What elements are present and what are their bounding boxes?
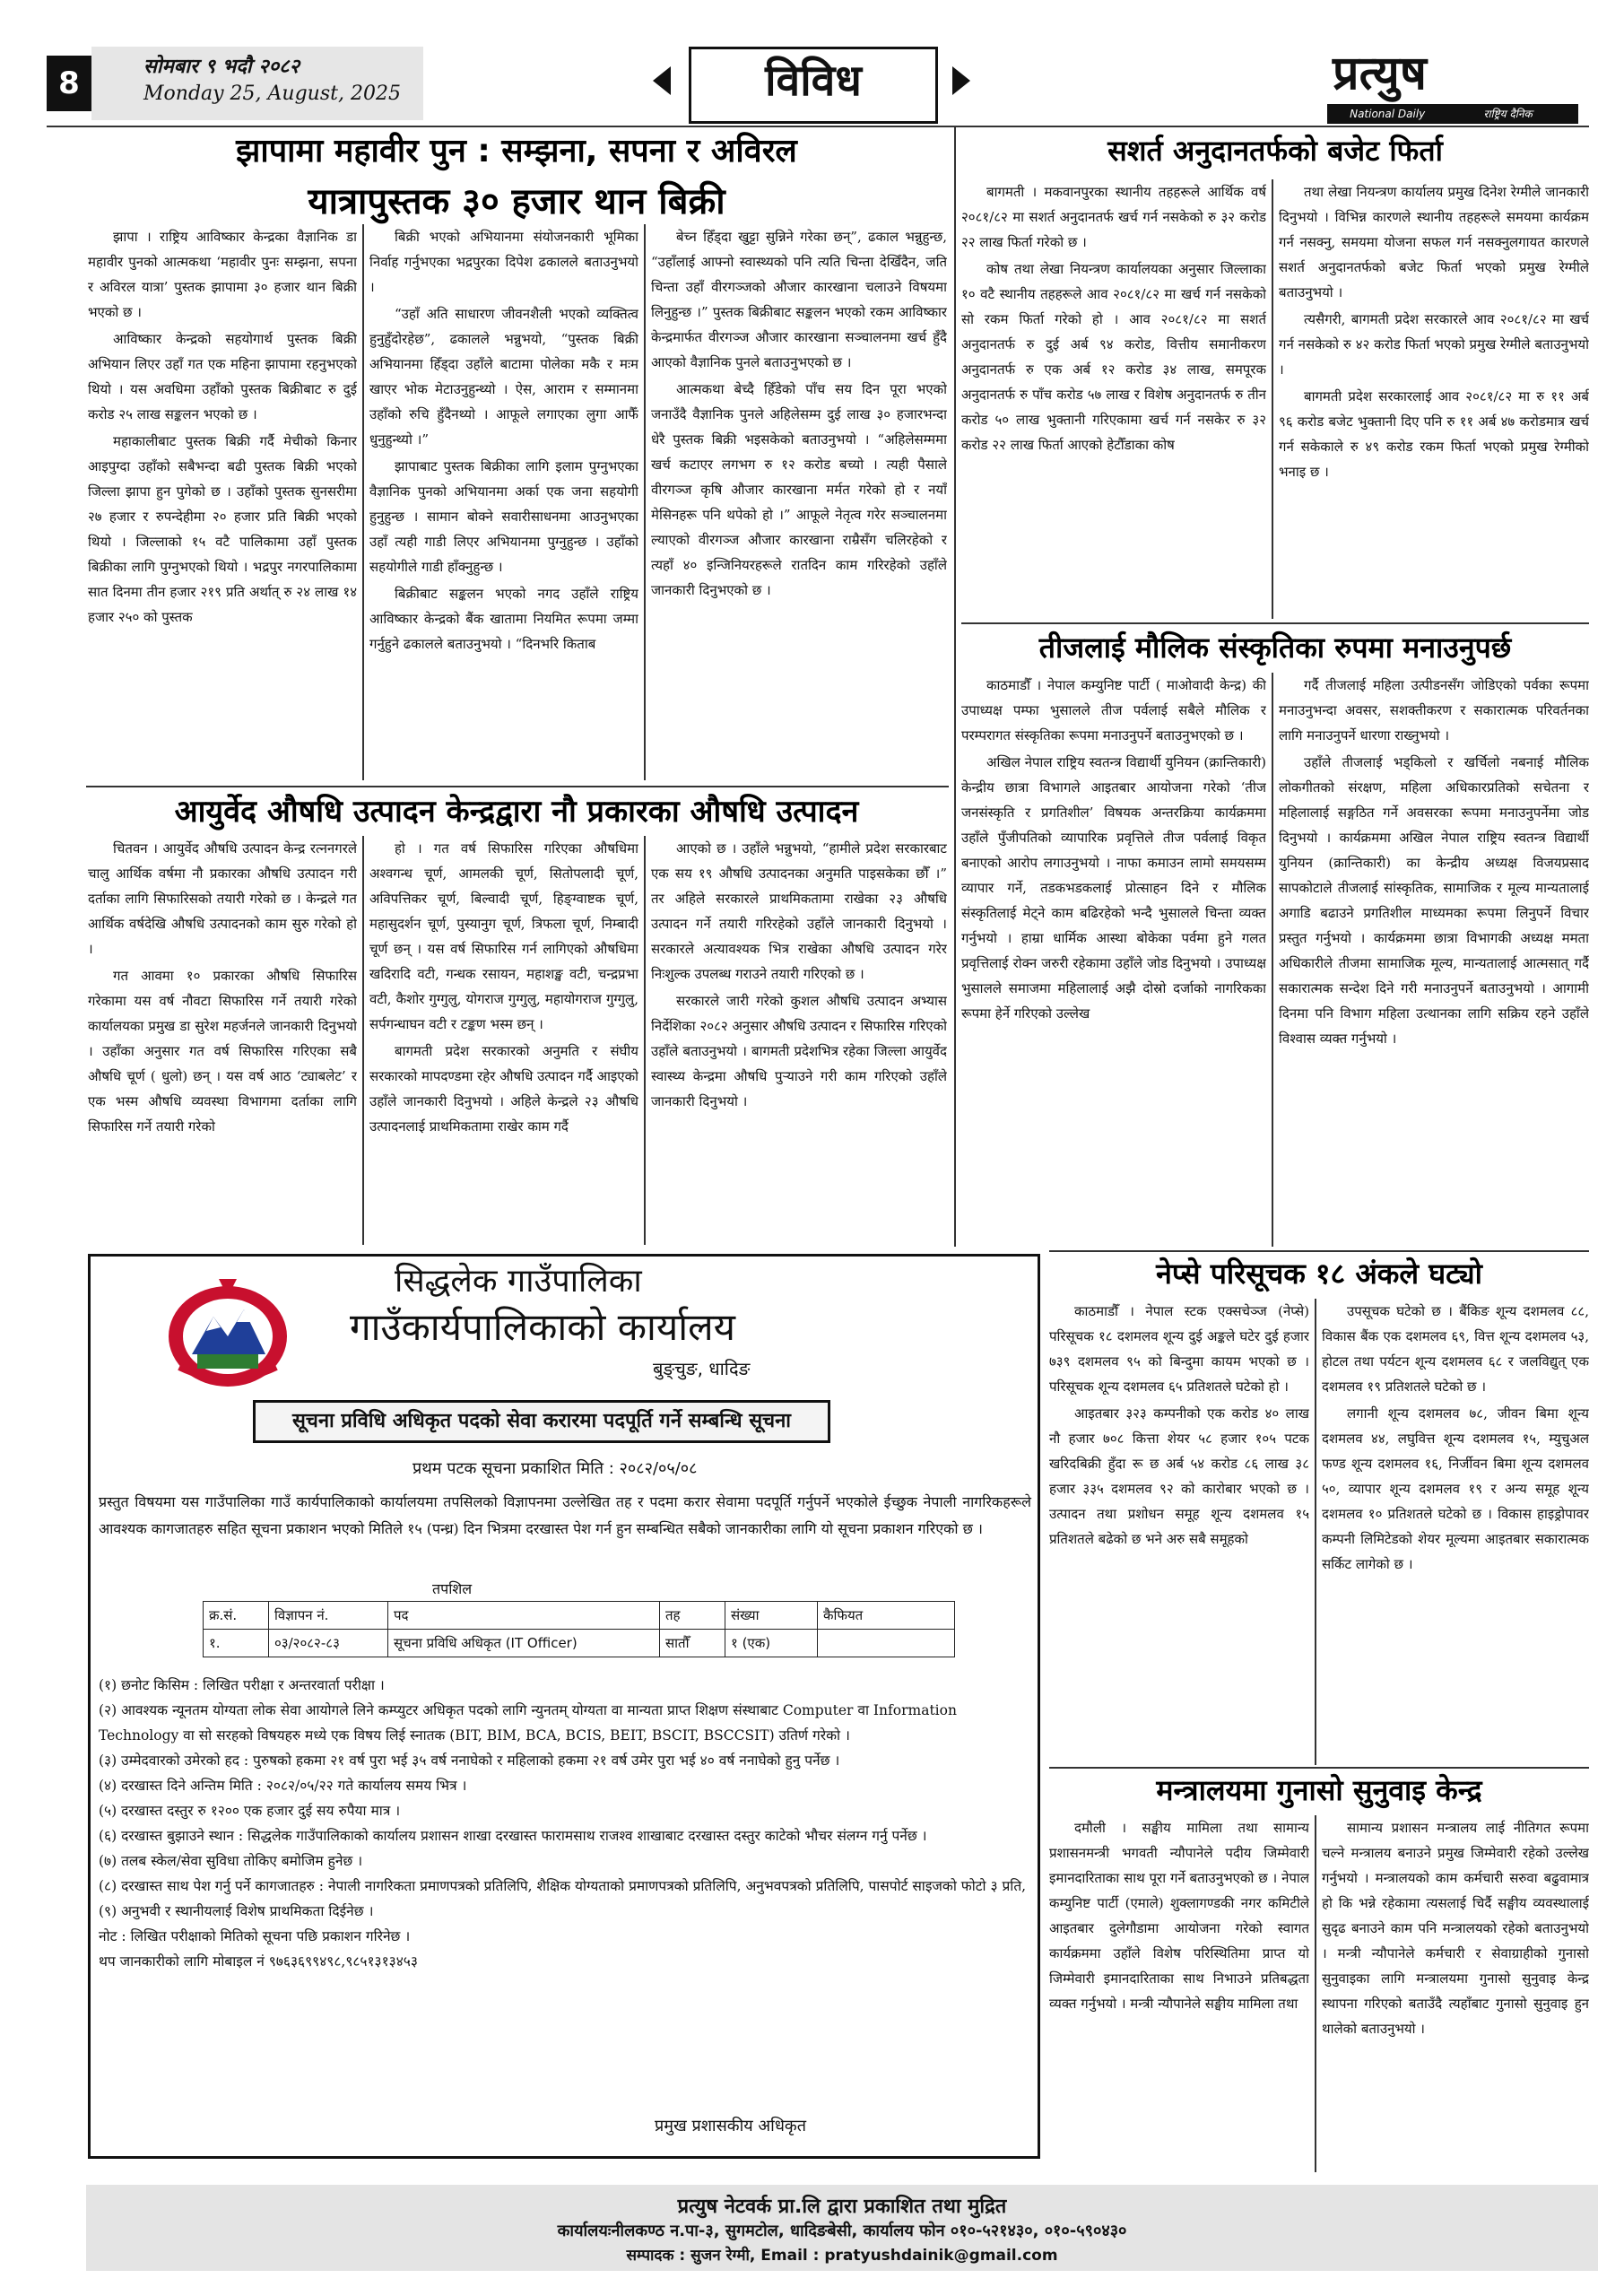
column-rule: [644, 224, 646, 780]
table-header-cell: पद: [388, 1602, 660, 1630]
footer-publisher: प्रत्युष नेटवर्क प्रा.लि द्वारा प्रकाशित तथा मुद्रित: [677, 2196, 1007, 2218]
paragraph: “उहाँ अति साधारण जीवनशैली भएको व्यक्तित्व हुनुहुँदोरहेछ”, ढकालले भन्नुभयो, “पुस्तक बिक्री अभियानमा हिँड्दा उहाँले बाटामा पोलेका मकै र मःम खाएर भोक मेटाउनुहुन्थ्यो । ऐस, आराम र सम्मानमा उहाँको रुचि हुँदैनथ्यो । आफूले लगाएका लुगा आफैँ धुनुहुन्थ्यो ।”: [369, 306, 638, 448]
section-rule: [954, 126, 956, 1247]
table-header-row: [204, 1602, 955, 1630]
list-item: (९) अनुभवी र स्थानीयलाई विशेष प्राथमिकता दिईनेछ ।: [99, 1903, 374, 1919]
jhapa-col-2: [369, 224, 638, 780]
ayurveda-headline: आयुर्वेद औषधि उत्पादन केन्द्रद्वारा नौ प्रकारका औषधि उत्पादन: [174, 794, 859, 830]
article-rule: [1049, 1250, 1589, 1252]
paragraph: सरकारले जारी गरेको कुशल औषधि उत्पादन अभ्यास निर्देशिका २०८२ अनुसार औषधि उत्पादन र सिफारिस गरिएको उहाँले बताउनुभयो । बागमती प्रदेशभित्र रहेका जिल्ला आयुर्वेद स्वास्थ्य केन्द्रमा औषधि पुर्‍याउने गरी काम गरिएको उहाँले जानकारी दिनुभयो ।: [651, 993, 947, 1109]
paragraph: दमौली । सङ्घीय मामिला तथा सामान्य प्रशासनमन्त्री भगवती न्यौपानेले पदीय जिम्मेवारी इमानदारिताका साथ पूरा गर्ने बताउनुभएको छ । नेपाल कम्युनिष्ट पार्टी (एमाले) शुक्लागण्डकी नगर कमिटीले आइतबार दुलेगौडामा आयोजना गरेको स्वागत कार्यक्रममा उहाँले विशेष परिस्थितिमा प्राप्त यो जिम्मेवारी इमानदारिताका साथ निभाउने प्रतिबद्धता व्यक्त गर्नुभयो । मन्त्री न्यौपानेले सङ्घीय मामिला तथा: [1049, 1820, 1309, 2012]
arrow-left-icon: [653, 66, 671, 95]
jhapa-col-1: [88, 224, 357, 780]
table-cell: १ (एक): [725, 1630, 818, 1657]
column-rule: [1315, 1815, 1316, 2172]
ad-conditions-list: [99, 1673, 1031, 1974]
jhapa-col-3: [651, 224, 947, 780]
ad-notice-title: सूचना प्रविधि अधिकृत पदको सेवा करारमा पदपूर्ति गर्ने सम्बन्धि सूचना: [253, 1400, 830, 1443]
paragraph: आइतबार ३२३ कम्पनीको एक करोड ४० लाख नौ हजार ७०८ कित्ता शेयर ५८ हजार १०५ पटक खरिदबिक्री हुँदा रू छ अर्ब ५४ करोड ८६ लाख ३८ हजार ३३५ दशमलव ९२ को कारोबार भएको छ । उत्पादन तथा प्रशोधन समूह शून्य दशमलव १५ प्रतिशतले बढेको छ भने अरु सबै समूहको: [1049, 1405, 1309, 1547]
paragraph: बेच्न हिँड्दा खुट्टा सुन्निने गरेका छन्”, ढकाल भन्नुहुन्छ, “उहाँलाई आफ्नो स्वास्थ्यको पनि त्यति चिन्ता देखिँदैन, जति चिन्ता उहाँ वीरगञ्जको औजार कारखाना चलाउने विषयमा लिनुहुन्छ ।” पुस्तक बिक्रीबाट सङ्कलन भएको रकम आविष्कार केन्द्रमार्फत वीरगञ्ज औजार कारखाना सञ्चालनमा खर्च हुँदै आएको वैज्ञानिक पुनले बताउनुभएको छ ।: [651, 229, 947, 370]
paragraph: झापाबाट पुस्तक बिक्रीका लागि इलाम पुग्नुभएका वैज्ञानिक पुनको अभियानमा अर्का एक जना सहयोगी हुनुहुन्छ । सामान बोक्ने सवारीसाधनमा आउनुभएका उहाँ त्यही गाडी लिएर अभियानमा पुग्नुहुन्छ । उहाँको सहयोगीले गाडी हाँक्नुहुन्छ ।: [369, 458, 638, 575]
tagline-english: National Daily: [1350, 108, 1426, 120]
jhapa-headline-1: झापामा महावीर पुन : सम्झना, सपना र अविरल: [236, 133, 797, 170]
paragraph: झापा । राष्ट्रिय आविष्कार केन्द्रका वैज्ञानिक डा महावीर पुनको आत्मकथा ‘महावीर पुनः सम्झना, सपना र अविरल यात्रा’ पुस्तक झापामा ३० हजार थान बिक्री भएको छ ।: [88, 229, 357, 320]
tagline-nepali: राष्ट्रिय दैनिक: [1483, 108, 1533, 120]
footer-editor: सम्पादक : सुजन रेग्मी, Email : pratyushdainik@gmail.com: [626, 2247, 1058, 2265]
budget-col-1: [961, 179, 1266, 619]
table-header-cell: तह: [660, 1602, 725, 1630]
footer-address: कार्यालयःनीलकण्ठ न.पा-३, सुगमटोल, धादिङबेसी, कार्यालय फोन ०१०-५२१४३०, ०१०-५९०४३०: [557, 2222, 1127, 2240]
ad-first-published: प्रथम पटक सूचना प्रकाशित मिति : २०८२/०५/०८: [413, 1459, 698, 1478]
table-row: [204, 1630, 955, 1657]
paragraph: हो । गत वर्ष सिफारिस गरिएका औषधिमा अश्वगन्ध चूर्ण, आमलकी चूर्ण, सितोपलादी चूर्ण, अविपत्तिकर चूर्ण, बिल्वादी चूर्ण, हिङ्ग्वाष्टक चूर्ण, महासुदर्शन चूर्ण, पुस्यानुग चूर्ण, त्रिफला चूर्ण, निम्बादी चूर्ण छन् । यस वर्ष सिफारिस गर्न लागिएको औषधिमा खदिरादि वटी, गन्धक रसायन, महाशङ्ख वटी, चन्द्रप्रभा वटी, कैशोर गुग्गुलु, योगराज गुग्गुलु, महायोगराज गुग्गुलु, सर्पगन्धाघन वटी र टङ्कण भस्म छन् ।: [369, 840, 638, 1032]
column-rule: [1272, 673, 1273, 1247]
ad-body-text: प्रस्तुत विषयमा यस गाउँपालिका गाउँ कार्यपालिकाको कार्यालयमा तपसिलको विज्ञापनमा उल्लेखित तह र पदमा करार सेवामा पदपूर्ति गर्नुपर्ने भएकोले ईच्छुक नेपाली नागरिकहरूले आवश्यक कागजातहरु सहित सूचना प्रकाशन भएको मितिले १५ (पन्ध्र) दिन भित्रमा दरखास्त पेश गर्न हुन सम्बन्धित सबैको जानकारीका लागि यो सूचना प्रकाशन गरिएको छ ।: [99, 1493, 1031, 1537]
page-number: 8: [47, 56, 91, 111]
teej-headline: तीजलाई मौलिक संस्कृतिका रुपमा मनाउनुपर्छ: [1038, 631, 1512, 665]
column-rule: [1272, 179, 1273, 619]
nepse-headline: नेप्से परिसूचक १८ अंकले घट्यो: [1156, 1257, 1482, 1291]
paragraph: बागमती प्रदेश सरकारलाई आव २०८१/८२ मा रु ११ अर्ब ९६ करोड बजेट भुक्तानी दिए पनि रु ११ अर्ब ४७ करोडमात्र खर्च गर्न सकेकाले रु ४९ करोड रकम फिर्ता भएको प्रमुख रेग्मीको भनाइ छ ।: [1279, 388, 1589, 480]
ayurveda-col-2: [369, 836, 638, 1245]
budget-col-2: [1279, 179, 1589, 619]
paragraph: तथा लेखा नियन्त्रण कार्यालय प्रमुख दिनेश रेग्मीले जानकारी दिनुभयो । विभिन्न कारणले स्थानीय तहहरूले समयमा कार्यक्रम गर्न नसक्नु, समयमा योजना सफल गर्न नसक्नुलगायत कारणले सशर्त अनुदानतर्फको बजेट फिर्ता भएको प्रमुख रेग्मीले बताउनुभयो ।: [1279, 184, 1589, 300]
date-english: Monday 25, August, 2025: [143, 83, 401, 105]
paragraph: बिक्रीबाट सङ्कलन भएको नगद उहाँले राष्ट्रिय आविष्कार केन्द्रको बैंक खातामा नियमित रूपमा जम्मा गर्नुहुने ढकालले बताउनुभयो । “दिनभरि किताब: [369, 586, 638, 652]
ad-title-municipality: सिद्धलेक गाउँपालिका: [395, 1263, 642, 1300]
jhapa-headline-2: यात्रापुस्तक ३० हजार थान बिक्री: [308, 181, 725, 222]
paragraph: गर्दै तीजलाई महिला उत्पीडनसँग जोडिएको पर्वका रूपमा मनाउनुभन्दा अवसर, सशक्तीकरण र सकारात्मक परिवर्तनका लागि मनाउनुपर्ने धारणा राख्नुभयो ।: [1279, 677, 1589, 744]
arrow-right-icon: [952, 66, 970, 95]
table-cell: १.: [204, 1630, 269, 1657]
newspaper-tagline: [1327, 104, 1578, 124]
paragraph: लगानी शून्य दशमलव ७८, जीवन बिमा शून्य दशमलव ४४, लघुवित्त शून्य दशमलव १५, म्युचुअल फण्ड शून्य दशमलव १६, निर्जीवन बिमा शून्य दशमलव ५०, व्यापार शून्य दशमलव १९ र अन्य समूह शून्य दशमलव १० प्रतिशतले घटेको छ । विकास हाइड्रोपावर कम्पनी लिमिटेडको शेयर मूल्यमा आइतबार सकारात्मक सर्किट लागेको छ ।: [1322, 1405, 1589, 1572]
column-rule: [644, 836, 646, 1245]
table-header-cell: संख्या: [725, 1602, 818, 1630]
article-rule: [1049, 1767, 1589, 1769]
list-item: (१) छनोट किसिम : लिखित परीक्षा र अन्तरवार्ता परीक्षा ।: [99, 1677, 385, 1693]
paragraph: उहाँले तीजलाई भड्किलो र खर्चिलो नबनाई मौलिक लोकगीतको संरक्षण, महिला अधिकारप्रतिको सचेतना र महिलालाई सङ्गठित गर्ने अवसरका रूपमा मनाउनुपर्नेमा जोड दिनुभयो । कार्यक्रममा अखिल नेपाल राष्ट्रिय स्वतन्त्र विद्यार्थी युनियन (क्रान्तिकारी) का केन्द्रीय अध्यक्ष विजयप्रसाद सापकोटाले तीजलाई सांस्कृतिक, सामाजिक र मूल्य मान्यतालाई अगाडि बढाउने प्रगतिशील माध्यमका रूपमा लिनुपर्ने विचार प्रस्तुत गर्नुभयो । कार्यक्रममा छात्रा विभागकी अध्यक्ष ममता अधिकारीले तीजमा सामाजिक मूल्य, मान्यतालाई आत्मसात् गर्दै सकारात्मक सन्देश दिने गरी मनाउनुपर्ने बताउनुभयो । आगामी दिनमा पनि विभाग महिला उत्थानका लागि सक्रिय रहने उहाँले विश्वास व्यक्त गर्नुभयो ।: [1279, 754, 1589, 1047]
paragraph: बागमती प्रदेश सरकारको अनुमति र संघीय सरकारको मापदण्डमा रहेर औषधि उत्पादन गर्दै आइएको उहाँले जानकारी दिनुभयो । अहिले केन्द्रले २३ औषधि उत्पादनलाई प्राथमिकतामा राखेर काम गर्दै: [369, 1043, 638, 1135]
list-item: नोट : लिखित परीक्षाको मितिको सूचना पछि प्रकाशन गरिनेछ ।: [99, 1928, 411, 1944]
column-rule: [362, 836, 364, 1245]
list-item: (८) दरखास्त साथ पेश गर्नु पर्ने कागजातहरु : नेपाली नागरिकता प्रमाणपत्रको प्रतिलिपि, शैक्षिक योग्यताको प्रमाणपत्रको प्रतिलिपि, अनुभवपत्रको प्रतिलिपि, पासपोर्ट साइजको फोटो ३ प्रति,: [99, 1878, 1027, 1894]
paragraph: चितवन । आयुर्वेद औषधि उत्पादन केन्द्र रत्ननगरले चालु आर्थिक वर्षमा नौ प्रकारका औषधि उत्पादन गरी दर्ताका लागि सिफारिसको तयारी गरेको छ । केन्द्रले गत आर्थिक वर्षदेखि औषधि उत्पादनको काम सुरु गरेको हो ।: [88, 840, 357, 957]
newspaper-logo: प्रत्युष: [1333, 46, 1427, 100]
paragraph: काठमाडौँ । नेपाल स्टक एक्सचेञ्ज (नेप्से) परिसूचक १८ दशमलव शून्य दुई अङ्कले घटेर दुई हजार ७३९ दशमलव ९५ को बिन्दुमा कायम भएको छ । परिसूचक शून्य दशमलव ६५ प्रतिशतले घटेको हो ।: [1049, 1303, 1309, 1395]
ad-title-location: बुङ्चुङ, धादिङ: [653, 1358, 751, 1379]
paragraph: सामान्य प्रशासन मन्त्रालय लाई नीतिगत रूपमा चल्ने मन्त्रालय बनाउने प्रमुख जिम्मेवारी रहेको उल्लेख गर्नुभयो । मन्त्रालयको काम कर्मचारी सरुवा बढुवामात्र हो कि भन्ने रहेकामा त्यसलाई चिर्दै सङ्घीय व्यवस्थालाई सुदृढ बनाउने काम पनि मन्त्रालयको रहेको बताउनुभयो । मन्त्री न्यौपानेले कर्मचारी र सेवाग्राहीको गुनासो सुनुवाइका लागि मन्त्रालयमा गुनासो सुनुवाइ केन्द्र स्थापना गरिएको बताउँदै त्यहाँबाट गुनासो सुनुवाइ हुन थालेको बताउनुभयो ।: [1322, 1820, 1589, 2037]
table-header-cell: कैफियत: [818, 1602, 955, 1630]
nepse-col-2: [1322, 1299, 1589, 1765]
paragraph: महाकालीबाट पुस्तक बिक्री गर्दै मेचीको किनार आइपुग्दा उहाँको सबैभन्दा बढी पुस्तक बिक्री भएको जिल्ला झापा हुन पुगेको छ । उहाँको पुस्तक सुनसरीमा २७ हजार र रुपन्देहीमा २० हजार प्रति बिक्री भएको थियो । जिल्लाको १५ वटै पालिकामा उहाँ पुस्तक बिक्रीका लागि पुग्नुभएको थियो । भद्रपुर नगरपालिकामा सात दिनमा तीन हजार २१९ प्रति अर्थात् रु २४ लाख १४ हजार २५० को पुस्तक: [88, 433, 357, 625]
section-title: विविध: [765, 56, 862, 106]
list-item: (५) दरखास्त दस्तुर रु १२०० एक हजार दुई सय रुपैया मात्र ।: [99, 1803, 401, 1819]
list-item: (६) दरखास्त बुझाउने स्थान : सिद्धलेक गाउँपालिकाको कार्यालय प्रशासन शाखा दरखास्त फारामसाथ राजश्व शाखाबाट दरखास्त दस्तुर काटेको भौचर संलग्न गर्नु पर्नेछ ।: [99, 1828, 927, 1844]
teej-col-1: [961, 673, 1266, 1247]
ad-signature: प्रमुख प्रशासकीय अधिकृत: [655, 2117, 806, 2135]
vacancy-table: [203, 1601, 955, 1657]
nepal-emblem-icon: [161, 1274, 294, 1390]
teej-col-2: [1279, 673, 1589, 1247]
ad-title-office: गाउँकार्यपालिकाको कार्यालय: [350, 1305, 735, 1349]
nepse-col-1: [1049, 1299, 1309, 1765]
table-header-cell: क्र.सं.: [204, 1602, 269, 1630]
paragraph: उपसूचक घटेको छ । बैंकिङ शून्य दशमलव ८८, विकास बैंक एक दशमलव ६९, वित्त शून्य दशमलव ५३, होटल तथा पर्यटन शून्य दशमलव ६८ र जलविद्युत् एक दशमलव १९ प्रतिशतले घटेको छ ।: [1322, 1303, 1589, 1395]
grievance-col-2: [1322, 1815, 1589, 2172]
table-cell: [818, 1630, 955, 1657]
paragraph: बिक्री भएको अभियानमा संयोजनकारी भूमिका निर्वाह गर्नुभएका भद्रपुरका दिपेश ढकालले बताउनुभयो ।: [369, 229, 638, 295]
paragraph: कोष तथा लेखा नियन्त्रण कार्यालयका अनुसार जिल्लाका १० वटै स्थानीय तहहरूले आव २०८१/८२ मा खर्च गर्न नसकेको सो रकम फिर्ता गरेको हो । आव २०८१/८२ मा सशर्त अनुदानतर्फ रु दुई अर्ब ९४ करोड, वित्तीय समानीकरण अनुदानतर्फ रु एक अर्ब १२ करोड ३४ लाख, समपूरक अनुदानतर्फ रु पाँच करोड ५७ लाख र विशेष अनुदानतर्फ रु तीन करोड ५० लाख भुक्तानी गरिएकामा खर्च गर्न नसकेर रु ३२ करोड २२ लाख फिर्ता आएको हेटौँडाका कोष: [961, 261, 1266, 453]
paragraph: आविष्कार केन्द्रको सहयोगार्थ पुस्तक बिक्री अभियान लिएर उहाँ गत एक महिना झापामा रहनुभएको थियो । यस अवधिमा उहाँको पुस्तक बिक्रीबाट रु दुई करोड २५ लाख सङ्कलन भएको छ ।: [88, 331, 357, 422]
column-rule: [362, 224, 364, 780]
paragraph: त्यसैगरी, बागमती प्रदेश सरकारले आव २०८१/८२ मा खर्च गर्न नसकेको रु ४२ करोड फिर्ता भएको प्रमुख रेग्मीले बताउनुभयो ।: [1279, 311, 1589, 378]
ayurveda-col-3: [651, 836, 947, 1245]
paragraph: काठमाडौँ । नेपाल कम्युनिष्ट पार्टी ( माओवादी केन्द्र) की उपाध्यक्ष पम्फा भुसालले तीज पर्वलाई सबैले मौलिक र परम्परागत संस्कृतिका रूपमा मनाउनुपर्ने बताउनुभएको छ ।: [961, 677, 1266, 744]
list-item: (७) तलब स्केल/सेवा सुविधा तोकिए बमोजिम हुनेछ ।: [99, 1853, 363, 1869]
grievance-col-1: [1049, 1815, 1309, 2172]
table-cell: सातौँ: [660, 1630, 725, 1657]
ad-table-label: तपशिल: [432, 1580, 473, 1597]
date-nepali: सोमबार ९ भदौ २०८२: [143, 55, 300, 78]
paragraph: आत्मकथा बेच्दै हिँडेको पाँच सय दिन पूरा भएको जनाउँदै वैज्ञानिक पुनले अहिलेसम्म दुई लाख ३० हजारभन्दा धेरै पुस्तक बिक्री भइसकेको बताउनुभयो । “अहिलेसम्ममा खर्च कटाएर लगभग रु १२ करोड बच्यो । त्यही पैसाले वीरगञ्ज कृषि औजार कारखाना मर्मत गरेको हो र नयाँ मेसिनहरू पनि थपेको हो ।” आफूले नेतृत्व गरेर सञ्चालनमा ल्याएको वीरगञ्ज औजार कारखाना राम्रैसँग चलिरहेको र त्यहाँ ४० इन्जिनियरहरूले रातदिन काम गरिरहेको उहाँले जानकारी दिनुभएको छ ।: [651, 381, 947, 598]
table-cell: सूचना प्रविधि अधिकृत (IT Officer): [388, 1630, 660, 1657]
list-item: (२) आवश्यक न्यूनतम योग्यता लोक सेवा आयोगले लिने कम्प्युटर अधिकृत पदको लागि न्युनतम् योग्यता वा मान्यता प्राप्त शिक्षण संस्थाबाट Computer वा Information Technology वा सो सरहको विषयहरु मध्ये एक विषय लिई स्नातक (BIT, BIM, BCA, BCIS, BEIT, BSCIT, BSCCSIT) उतिर्ण गरेको ।: [99, 1702, 957, 1744]
paragraph: आएको छ । उहाँले भन्नुभयो, “हामीले प्रदेश सरकारबाट एक सय १९ औषधि उत्पादनका अनुमति पाइसकेका छौँ ।” तर अहिले सरकारले प्राथमिकतामा राखेका २३ औषधि उत्पादन गर्ने तयारी गरिरहेको उहाँले जानकारी दिनुभयो । सरकारले अत्यावश्यक भित्र राखेका औषधि उत्पादन गरेर निःशुल्क उपलब्ध गराउने तयारी गरिएको छ ।: [651, 840, 947, 982]
budget-headline: सशर्त अनुदानतर्फको बजेट फिर्ता: [1107, 134, 1443, 168]
paragraph: गत आवमा १० प्रकारका औषधि सिफारिस गरेकामा यस वर्ष नौवटा सिफारिस गर्ने तयारी गरेको कार्यालयका प्रमुख डा सुरेश महर्जनले जानकारी दिनुभयो । उहाँका अनुसार गत वर्ष सिफारिस गरिएका सबै औषधि चूर्ण ( धुलो) छन् । यस वर्ष आठ ‘ट्याबलेट’ र एक भस्म औषधि व्यवस्था विभागमा दर्ताका लागि सिफारिस गर्ने तयारी गरेको: [88, 968, 357, 1135]
paragraph: बागमती । मकवानपुरका स्थानीय तहहरूले आर्थिक वर्ष २०८१/८२ मा सशर्त अनुदानतर्फ खर्च गर्न नसकेको रु ३२ करोड २२ लाख फिर्ता गरेको छ ।: [961, 184, 1266, 250]
paragraph: अखिल नेपाल राष्ट्रिय स्वतन्त्र विद्यार्थी युनियन (क्रान्तिकारी) केन्द्रीय छात्रा विभागले आइतबार आयोजना गरेको ‘तीज जनसंस्कृति र प्रगतिशील’ विषयक अन्तरक्रिया कार्यक्रममा उहाँले पुँजीपतिको व्यापारिक प्रवृत्तिले तीज पर्वलाई विकृत बनाएको आरोप लगाउनुभयो । नाफा कमाउन लामो समयसम्म व्यापार गर्ने, तडकभडकलाई प्रोत्साहन दिने र मौलिक संस्कृतिलाई मेट्ने काम बढिरहेको भन्दै भुसालले चिन्ता व्यक्त गर्नुभयो । हाम्रा धार्मिक आस्था बोकेका पर्वमा हुने गलत प्रवृत्तिलाई रोक्न जरुरी रहेकामा उहाँले जोड दिनुभयो । उपाध्यक्ष भुसालले समाजमा महिलालाई अझै दोस्रो दर्जाको नागरिकका रूपमा हेर्ने गरिएको उल्लेख: [961, 754, 1266, 1022]
list-item: (३) उम्मेदवारको उमेरको हद : पुरुषको हकमा २१ वर्ष पुरा भई ३५ वर्ष ननाघेको र महिलाको हकमा २१ वर्ष उमेर पुरा भई ४० वर्ष ननाघेको हुनु पर्नेछ ।: [99, 1752, 840, 1769]
article-rule: [961, 622, 1589, 624]
grievance-headline: मन्त्रालयमा गुनासो सुनुवाइ केन्द्र: [1156, 1773, 1482, 1807]
list-item: (४) दरखास्त दिने अन्तिम मिति : २०८२/०५/२२ गते कार्यालय समय भित्र ।: [99, 1778, 467, 1794]
table-header-cell: विज्ञापन नं.: [269, 1602, 388, 1630]
list-item: थप जानकारीको लागि मोबाइल नं ९७६३६९९४९८,९८५१३१३४५३: [99, 1953, 418, 1970]
ayurveda-col-1: [88, 836, 357, 1245]
table-cell: ०३/२०८२-८३: [269, 1630, 388, 1657]
column-rule: [1315, 1299, 1316, 1765]
article-rule: [86, 786, 949, 787]
